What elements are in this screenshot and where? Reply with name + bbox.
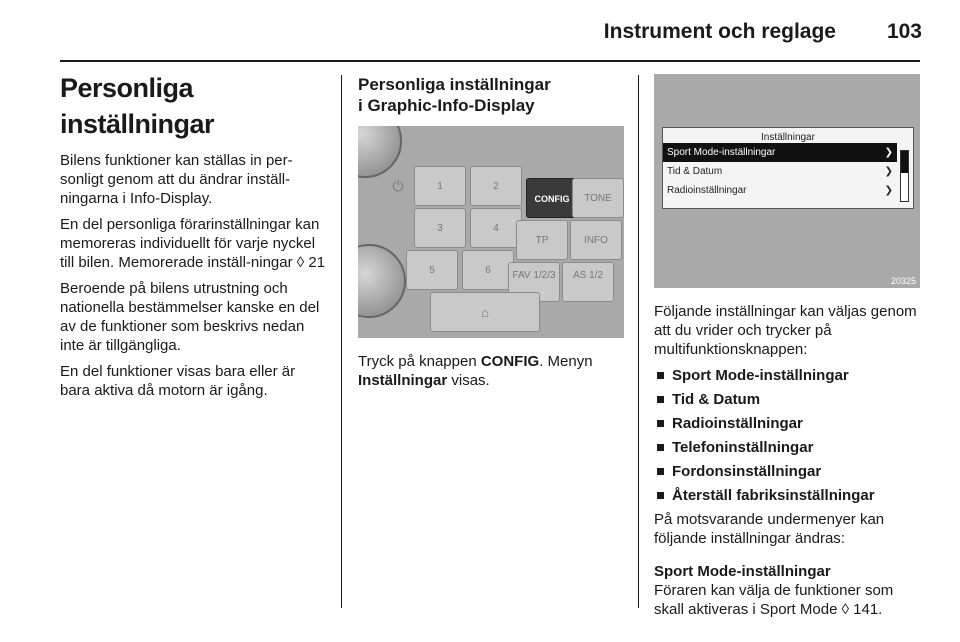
chevron-right-icon: ❯: [884, 166, 893, 177]
column-middle: [358, 74, 624, 397]
image-number: 20325: [890, 276, 916, 286]
panel-button-2: 2: [470, 166, 522, 206]
panel-button-1: 1: [414, 166, 466, 206]
subsection-title: Sport Mode-inställningar: [654, 563, 831, 580]
column-left: [60, 70, 328, 407]
subsection-heading: [358, 74, 624, 116]
column-right: [654, 74, 922, 626]
scroll-thumb: [901, 151, 908, 173]
settings-list: [654, 366, 922, 505]
menu-keyword: Inställningar: [358, 372, 448, 389]
list-item: [654, 390, 922, 409]
chevron-right-icon: ❯: [884, 185, 893, 196]
list-item-label: Telefoninställningar: [672, 439, 814, 456]
screen-menu-item: [663, 143, 897, 162]
instruction-text: [358, 352, 624, 390]
list-item: [654, 438, 922, 457]
paragraph: En del personliga förarinställningar kan memoreras individuellt för varje nyckel till bilen. Memorerade inställ-ningar ◊ 21: [60, 216, 326, 271]
info-button: INFO: [570, 220, 622, 260]
text-segment: . Menyn: [539, 353, 593, 370]
paragraph: En del funktioner visas bara eller är bara aktiva då motorn är igång.: [60, 363, 296, 399]
list-item: [654, 462, 922, 481]
heading-line: Personliga inställningar: [358, 75, 551, 94]
screen-menu-item: [663, 181, 897, 200]
config-keyword: CONFIG: [480, 353, 540, 370]
tone-button: TONE: [572, 178, 624, 218]
page-number: 103: [886, 20, 922, 43]
text-segment: Tryck på knappen: [358, 353, 481, 370]
bullet-square-icon: [657, 372, 664, 379]
home-icon: ⌂: [430, 292, 540, 332]
paragraph: Beroende på bilens utrustning och nationella bestämmelser kanske en del av de funktioner som beskrivs nedan inte är tillgängliga.: [60, 280, 320, 354]
panel-button-3: 3: [414, 208, 466, 248]
list-item-label: Återställ fabriksinställningar: [672, 487, 875, 504]
power-icon: ⏻: [392, 178, 404, 194]
chevron-right-icon: ❯: [884, 147, 893, 158]
config-button: CONFIG: [526, 178, 578, 218]
screen-scrollbar: [900, 150, 909, 202]
bullet-square-icon: [657, 396, 664, 403]
screen-menu-label: Sport Mode-inställningar: [667, 147, 776, 158]
screen-title: Inställningar: [761, 132, 815, 143]
list-item: [654, 486, 922, 505]
display-screenshot: [654, 74, 920, 288]
list-item: [654, 366, 922, 385]
subsection-text: Föraren kan välja de funktioner som skall aktiveras i Sport Mode ◊ 141.: [654, 582, 894, 618]
bullet-square-icon: [657, 468, 664, 475]
list-item-label: Radioinställningar: [672, 415, 803, 432]
screen-menu-label: Radioinställningar: [667, 185, 747, 196]
header-rule: [60, 60, 920, 62]
control-panel-image: [358, 126, 624, 338]
display-screen: [662, 127, 914, 209]
list-item-label: Fordonsinställningar: [672, 463, 822, 480]
panel-button-4: 4: [470, 208, 522, 248]
bullet-square-icon: [657, 420, 664, 427]
list-item-label: Tid & Datum: [672, 391, 761, 408]
column-divider-1: [341, 75, 342, 608]
submenu-intro: På motsvarande undermenyer kan följande inställningar ändras:: [654, 511, 885, 547]
heading-line: i Graphic-Info-Display: [358, 96, 535, 115]
list-intro: Följande inställningar kan väljas genom att du vrider och trycker på multifunktionsknappen:: [654, 303, 917, 358]
column-divider-2: [638, 75, 639, 608]
fav-button: FAV 1/2/3: [508, 262, 560, 302]
tp-button: TP: [516, 220, 568, 260]
panel-button-6: 6: [462, 250, 514, 290]
list-item: [654, 414, 922, 433]
bullet-square-icon: [657, 492, 664, 499]
text-segment: visas.: [447, 372, 490, 389]
knob-bottom: [358, 244, 406, 318]
screen-menu-item: [663, 162, 897, 181]
paragraph: Bilens funktioner kan ställas in per-sonligt genom att du ändrar inställ-ningarna i Info-Display.: [60, 152, 293, 207]
bullet-square-icon: [657, 444, 664, 451]
list-item-label: Sport Mode-inställningar: [672, 367, 849, 384]
as-button: AS 1/2: [562, 262, 614, 302]
page-header-title: Instrument och reglage: [603, 20, 836, 43]
screen-menu-label: Tid & Datum: [667, 166, 723, 177]
panel-button-5: 5: [406, 250, 458, 290]
section-heading: Personliga inställningar: [60, 73, 215, 139]
